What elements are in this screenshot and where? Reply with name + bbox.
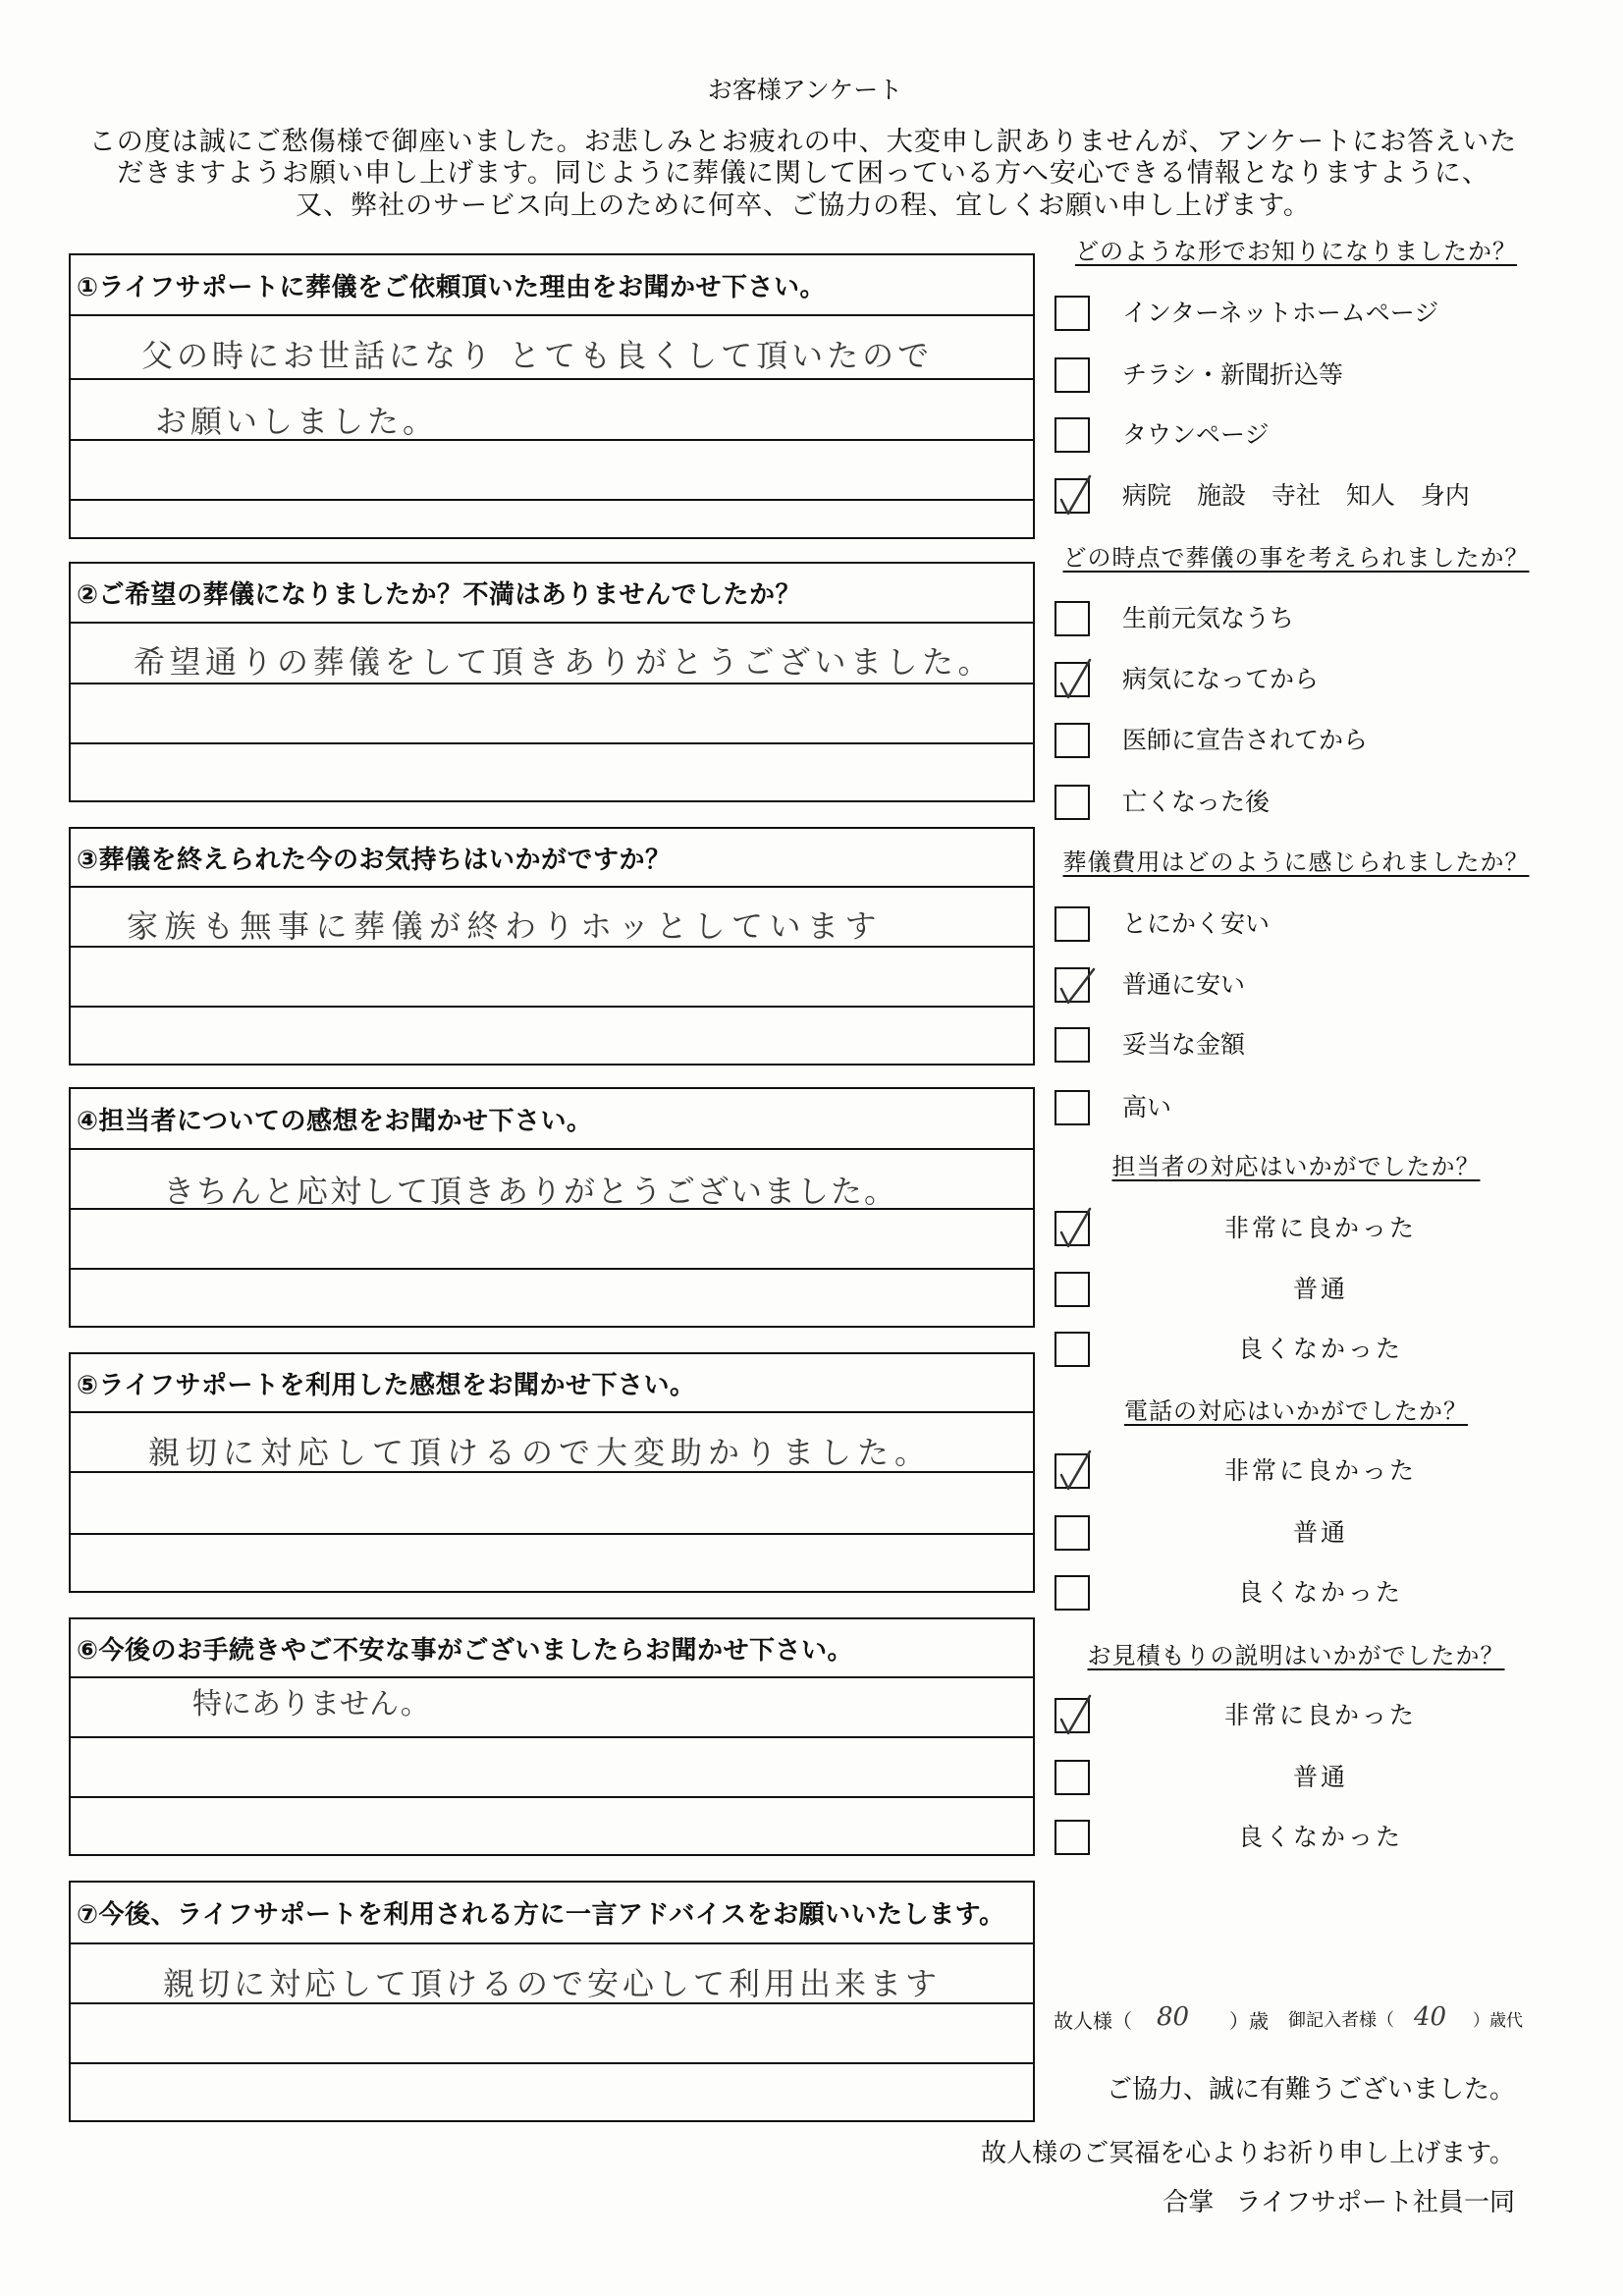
survey-option [1055,1698,1545,1733]
writer-age-label: 御記入者様（ [1288,2010,1394,2031]
checkbox [1055,785,1090,820]
row-divider [71,378,1033,380]
survey-option [1055,1332,1545,1367]
deceased-age-label: 故人様（ [1054,2009,1132,2033]
row-divider [71,2062,1033,2064]
question-box-6 [69,1617,1035,1856]
row-divider [71,742,1033,744]
survey-option [1055,357,1545,393]
question-label: ⑤ライフサポートを利用した感想をお聞かせ下さい。 [77,1370,696,1400]
checkbox [1055,1211,1090,1246]
survey-option [1055,1453,1545,1489]
row-divider [71,1736,1033,1738]
row-divider [71,1676,1033,1678]
question-label: ⑥今後のお手続きやご不安な事がございましたらお聞かせ下さい。 [77,1635,854,1666]
survey-heading-cost: 葬儀費用はどのように感じられましたか？ [1062,848,1530,876]
checkmark-icon [1055,1692,1098,1737]
survey-option [1055,1090,1545,1125]
checkbox [1055,357,1090,393]
row-divider [71,886,1033,888]
survey-option [1055,417,1545,453]
intro-line-2: だきますようお願い申し上げます。同じように葬儀に関して困っている方へ安心できる情報となりますように、 [117,158,1489,189]
row-divider [71,1411,1033,1413]
row-divider [71,1796,1033,1798]
survey-option [1055,601,1545,636]
closing-signature: 合掌 ライフサポート社員一同 [1163,2188,1515,2217]
survey-option [1055,1575,1545,1611]
survey-heading-timing: どの時点で葬儀の事を考えられましたか？ [1062,544,1530,572]
handwritten-answer: きちんと応対して頂きありがとうございました。 [163,1173,898,1210]
checkbox [1055,1760,1090,1795]
survey-option [1055,1211,1545,1246]
survey-option [1055,1272,1545,1307]
intro-line-3: 又、弊社のサービス向上のために何卒、ご協力の程、宜しくお願い申し上げます。 [296,191,1311,221]
survey-heading-staff: 担当者の対応はいかがでしたか？ [1111,1153,1481,1180]
survey-option [1055,1820,1545,1855]
survey-option [1055,296,1545,331]
option-label: タウンページ [1122,420,1270,449]
checkmark-icon [1055,1205,1098,1250]
option-label: 妥当な金額 [1122,1030,1246,1059]
option-label: 非常に良かった [1223,1456,1417,1485]
option-label: 普通 [1292,1275,1348,1303]
row-divider [71,1942,1033,1944]
option-label: 普通 [1292,1518,1348,1547]
survey-heading-estimate: お見積もりの説明はいかがでしたか？ [1087,1642,1505,1669]
question-box-4 [69,1087,1035,1328]
option-label: 普通に安い [1122,970,1246,999]
checkbox [1055,417,1090,453]
checkbox [1055,1027,1090,1063]
option-label: 病気になってから [1122,665,1320,693]
question-label: ①ライフサポートに葬儀をご依頼頂いた理由をお聞かせ下さい。 [77,272,826,302]
checkbox [1055,1575,1090,1611]
option-label: 非常に良かった [1223,1214,1417,1242]
checkbox [1055,1698,1090,1733]
closing-thanks: ご協力、誠に有難うございました。 [1106,2075,1515,2105]
option-label: 高い [1122,1093,1172,1121]
survey-option [1055,1515,1545,1551]
handwritten-answer: 父の時にお世話になり とても良くして頂いたので [141,337,934,374]
row-divider [71,1268,1033,1270]
handwritten-answer: お願いしました。 [155,403,439,440]
writer-age-unit: ）歳代 [1473,2011,1523,2031]
checkbox [1055,1090,1090,1125]
survey-option [1055,662,1545,697]
survey-option [1055,785,1545,820]
row-divider [71,1006,1033,1008]
survey-option [1055,1760,1545,1795]
survey-option [1055,967,1545,1003]
checkbox [1055,967,1090,1003]
question-box-2 [69,562,1035,802]
checkbox [1055,601,1090,636]
row-divider [71,1533,1033,1535]
checkmark-icon [1055,472,1098,518]
option-label: 生前元気なうち [1122,604,1295,632]
handwritten-answer: 特にありません。 [192,1687,430,1722]
option-label: とにかく安い [1122,909,1271,938]
question-box-3 [69,827,1035,1066]
closing-condolence: 故人様のご冥福を心よりお祈り申し上げます。 [981,2139,1515,2168]
question-box-1 [69,253,1035,539]
handwritten-answer: 親切に対応して頂けるので安心して利用出来ます [163,1965,942,2002]
option-label: 普通 [1292,1763,1348,1791]
row-divider [71,946,1033,948]
form-title: お客様アンケート [707,76,903,104]
checkmark-icon [1055,1448,1098,1493]
question-label: ②ご希望の葬儀になりましたか？不満はありませんでしたか？ [77,580,802,610]
question-box-7 [69,1881,1035,2122]
option-label: 良くなかった [1237,1578,1403,1607]
deceased-age-value: 80 [1157,2002,1190,2032]
checkbox [1055,906,1090,942]
deceased-age-unit: ）歳 [1229,2009,1269,2033]
row-divider [71,622,1033,624]
survey-option [1055,478,1545,514]
handwritten-answer: 親切に対応して頂けるので大変助かりました。 [148,1434,933,1471]
option-label: インターネットホームページ [1122,299,1439,327]
writer-age-value: 40 [1414,2002,1447,2032]
handwritten-answer: 家族も無事に葬儀が終わりホッとしています [127,907,884,945]
checkbox [1055,1820,1090,1855]
option-label: 医師に宣告されてから [1122,726,1369,754]
checkbox [1055,1332,1090,1367]
checkbox [1055,662,1090,697]
option-label: 亡くなった後 [1122,788,1271,816]
intro-line-1: この度は誠にご愁傷様で御座いました。お悲しみとお疲れの中、大変申し訳ありませんが、アンケートにお答えいた [88,127,1518,157]
question-label: ④担当者についての感想をお聞かせ下さい。 [77,1106,593,1136]
option-label: チラシ・新聞折込等 [1122,360,1344,389]
survey-heading-source: どのような形でお知りになりましたか？ [1075,238,1517,265]
row-divider [71,1148,1033,1150]
checkbox [1055,296,1090,331]
survey-heading-phone: 電話の対応はいかがでしたか？ [1124,1397,1468,1425]
checkmark-icon [1055,656,1098,701]
row-divider [71,499,1033,501]
checkbox [1055,478,1090,514]
question-box-5 [69,1352,1035,1593]
question-label: ③葬儀を終えられた今のお気持ちはいかがですか？ [77,845,672,875]
handwritten-answer: 希望通りの葬儀をして頂きありがとうございました。 [134,643,995,681]
question-label: ⑦今後、ライフサポートを利用される方に一言アドバイスをお願いいたします。 [77,1900,1005,1930]
row-divider [71,314,1033,316]
checkbox [1055,1272,1090,1307]
checkmark-icon [1055,961,1098,1007]
survey-option [1055,1027,1545,1063]
checkbox [1055,723,1090,758]
checkbox [1055,1453,1090,1489]
option-label: 良くなかった [1237,1335,1403,1363]
row-divider [71,683,1033,684]
checkbox [1055,1515,1090,1551]
survey-option [1055,906,1545,942]
option-label: 良くなかった [1237,1823,1403,1851]
survey-option [1055,723,1545,758]
option-label: 非常に良かった [1223,1701,1417,1729]
option-label: 病院 施設 寺社 知人 身内 [1122,481,1470,510]
